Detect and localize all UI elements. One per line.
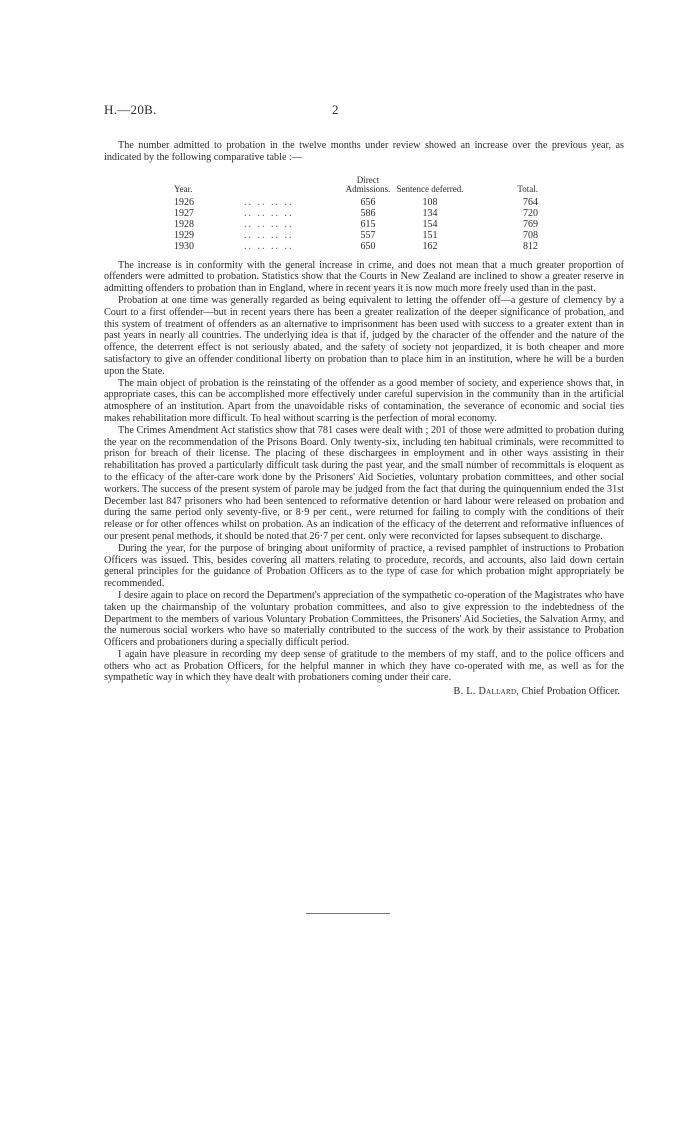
signatory-name: B. L. Dallard xyxy=(453,686,517,698)
deferred-cell: 151 xyxy=(422,229,438,241)
signature-block xyxy=(104,686,624,698)
admissions-cell: 557 xyxy=(360,229,376,241)
table-row xyxy=(174,241,538,252)
document-reference: H.—20B. xyxy=(104,102,157,117)
table-row xyxy=(174,208,538,219)
year-cell: 1930 xyxy=(174,240,194,252)
header-year: Year. xyxy=(174,184,193,195)
body-paragraph: During the year, for the purpose of bringing about uniformity of practice, a revised pamphlet of instructions to Probation Officers was issued. This, besides covering all matters relating to procedure, records, and accounts, also laid down certain general principles for the guidance of Probation Officers as to the type of case for which probation might appropriately be recommended. xyxy=(104,542,624,590)
signatory-title: , Chief Probation Officer. xyxy=(516,686,620,698)
dot-leader: .. .. .. .. xyxy=(244,207,294,219)
table-row xyxy=(174,219,538,230)
header-deferred: Sentence deferred. xyxy=(396,184,464,195)
dot-leader: .. .. .. .. xyxy=(244,229,294,241)
year-cell: 1929 xyxy=(174,229,194,241)
admissions-cell: 586 xyxy=(360,207,376,219)
deferred-cell: 162 xyxy=(422,240,438,252)
body-paragraph: I desire again to place on record the Department's appreciation of the sympathetic co-operation of the Magistrates who have taken up the chairmanship of the voluntary probation committees, and also to give expression to the indebtedness of the Department to the members of various Voluntary Probation Committees, the Prisoners' Aid Societies, the Salvation Army, and the numerous social workers who have so materially contributed to the success of the work by their assistance to Probation Officers and probationers during a specially difficult period. xyxy=(104,589,624,649)
body-paragraph: The main object of probation is the reinstating of the offender as a good member of society, and experience shows that, in appropriate cases, this can be accomplished more effectively under careful supervision in the community than in the artificial atmosphere of an institution. Apart from the unavoidable risks of contamination, the severance of economic and social ties makes rehabilitation more difficult. To heal without scarring is the perfection of moral economy. xyxy=(104,377,624,424)
table-header-row xyxy=(174,176,538,197)
running-header xyxy=(104,104,624,120)
body-paragraph: Probation at one time was generally regarded as being equivalent to letting the offender off—a gesture of clemency by a Court to a first offender—but in recent years there has been a greater realization of the deeper significance of probation, and this system of treatment of offenders as an alternative to imprisonment has been used with success to a greater extent than in past years in nearly all countries. The underlying idea is that if, judged by the character of the offender and the nature of the offence, the deterrent effect is not seriously abated, and the safety of society not jeopardized, it is both cheaper and more satisfactory to give an offender conditional liberty on probation than to place him in an institution, where he will be a burden upon the State. xyxy=(104,294,624,377)
year-cell: 1926 xyxy=(174,196,194,208)
dot-leader: .. .. .. .. xyxy=(244,218,294,230)
intro-paragraph: The number admitted to probation in the twelve months under review showed an increase over the previous year, as indicated by the following comparative table :— xyxy=(104,140,624,163)
admissions-cell: 656 xyxy=(360,196,376,208)
probation-statistics-table xyxy=(174,176,538,252)
dot-leader: .. .. .. .. xyxy=(244,240,294,252)
year-cell: 1927 xyxy=(174,207,194,219)
admissions-cell: 615 xyxy=(360,218,376,230)
document-page xyxy=(104,104,624,698)
header-total: Total. xyxy=(517,184,538,195)
table-row xyxy=(174,197,538,208)
header-admissions: Direct Admissions. xyxy=(345,174,391,195)
total-cell: 812 xyxy=(523,240,538,252)
deferred-cell: 134 xyxy=(422,207,438,219)
body-paragraph: I again have pleasure in recording my deep sense of gratitude to the members of my staff, and to the police officers and others who act as Probation Officers, for the helpful manner in which they have co-operated with me, as well as for the sympathetic way in which they have dealt with probationers coming under their care. xyxy=(104,648,624,684)
deferred-cell: 108 xyxy=(422,196,438,208)
body-paragraph: The Crimes Amendment Act statistics show that 781 cases were dealt with ; 201 of those were admitted to probation during the year on the recommendation of the Prisons Board. Only twenty-six, including ten habitual criminals, were recommitted to prison for breach of their license. The placing of these dischargees in employment and in other ways assisting in their rehabilitation has proved a particularly difficult task during the past year, and the small number of recommittals is eloquent as to the efficacy of the after-care work done by the Prisoners' Aid Societies, voluntary probation committees, and other social workers. The success of the present system of parole may be judged from the fact that during the quinquennium ended the 31st December last 847 prisoners who had been sentenced to reformative detention or hard labour were released on probation and during the same period only seventy-five, or 8·9 per cent., were returned for failing to comply with the conditions of their release or for other offences whilst on probation. As an indication of the efficacy of the deterrent and reformative influences of our present penal methods, it should be noted that 26·7 per cent. only were reconvicted for lapses subsequent to discharge. xyxy=(104,424,624,542)
deferred-cell: 154 xyxy=(422,218,438,230)
year-cell: 1928 xyxy=(174,218,194,230)
page-number: 2 xyxy=(332,102,339,117)
admissions-cell: 650 xyxy=(360,240,376,252)
total-cell: 769 xyxy=(523,218,538,230)
body-paragraph: The increase is in conformity with the general increase in crime, and does not mean that a much greater proportion of offenders were admitted to probation. Statistics show that the Courts in New Zealand are inclined to show a greater reserve in admitting offenders to probation than in England, where in recent years it is now much more freely used than in the past. xyxy=(104,259,624,295)
total-cell: 764 xyxy=(523,196,538,208)
total-cell: 708 xyxy=(523,229,538,241)
table-row xyxy=(174,230,538,241)
closing-rule xyxy=(306,913,390,914)
dot-leader: .. .. .. .. xyxy=(244,196,294,208)
total-cell: 720 xyxy=(523,207,538,219)
